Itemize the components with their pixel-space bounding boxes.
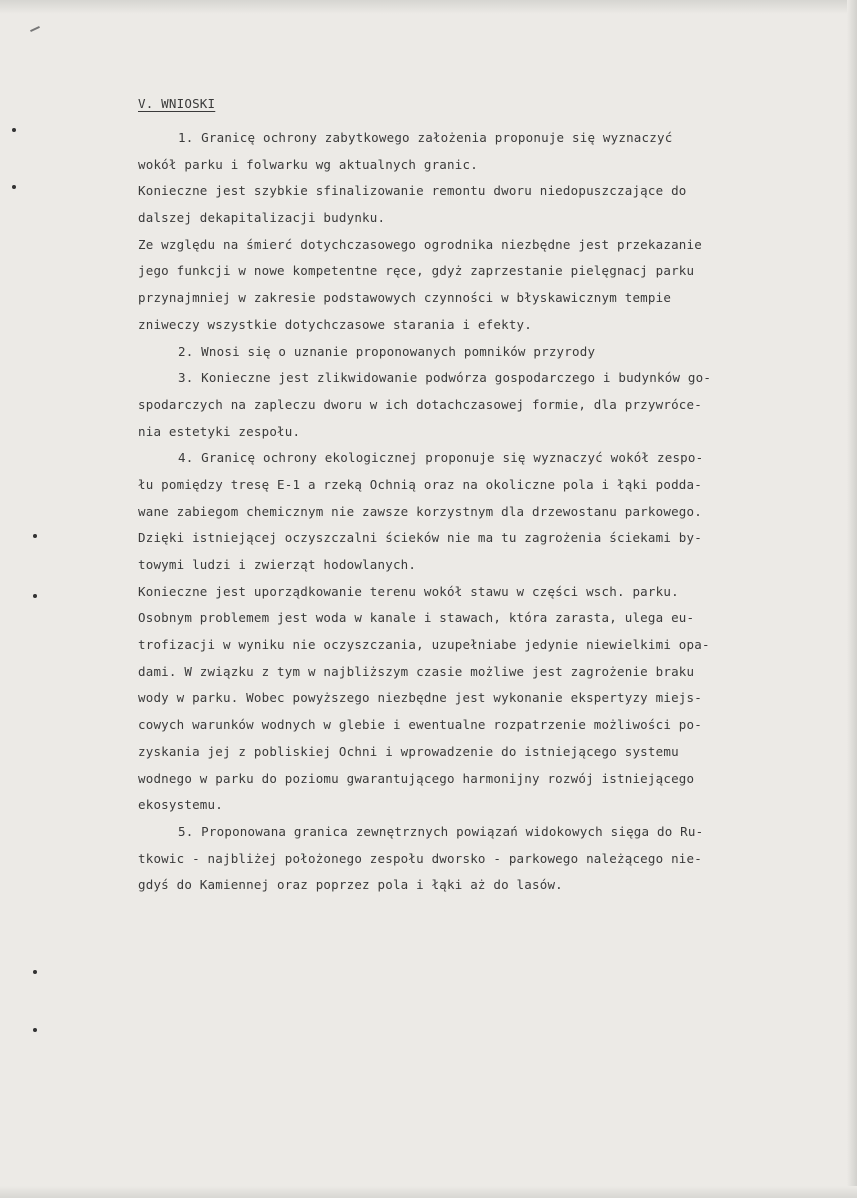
text-line: 2. Wnosi się o uznanie proponowanych pomników przyrody (178, 343, 596, 359)
text-line: Ze względu na śmierć dotychczasowego ogrodnika niezbędne jest przekazanie (138, 236, 702, 252)
document-body (138, 96, 778, 899)
text-line: trofizacji w wyniku nie oczyszczania, uzupełniabe jedynie niewielkimi opa- (138, 637, 710, 653)
page-edge-right (847, 0, 857, 1198)
text-line: Dzięki istniejącej oczyszczalni ścieków nie ma tu zagrożenia ściekami by- (138, 530, 702, 546)
punch-hole (33, 970, 37, 974)
punch-hole (12, 185, 16, 189)
text-line: dami. W związku z tym w najbliższym czasie możliwe jest zagrożenie braku (138, 663, 695, 679)
text-line: zyskania jej z pobliskiej Ochni i wprowadzenie do istniejącego systemu (138, 743, 679, 759)
text-line: przynajmniej w zakresie podstawowych czynności w błyskawicznym tempie (138, 290, 672, 306)
text-line: 5. Proponowana granica zewnętrznych powiązań widokowych sięga do Ru- (178, 823, 704, 839)
text-line: 1. Granicę ochrony zabytkowego założenia proponuje się wyznaczyć (178, 130, 673, 145)
text-line: Osobnym problemem jest woda w kanale i stawach, która zarasta, ulega eu- (138, 610, 695, 626)
text-line: towymi ludzi i zwierząt hodowlanych. (138, 557, 417, 572)
text-line: ekosystemu. (138, 797, 223, 813)
text-line: Konieczne jest szybkie sfinalizowanie remontu dworu niedopuszczające do (138, 183, 687, 199)
page-edge-bottom (0, 1186, 857, 1198)
text-line: wane zabiegom chemicznym nie zawsze korzystnym dla drzewostanu parkowego. (138, 503, 702, 519)
page-edge-top (0, 0, 857, 14)
punch-hole (33, 1028, 37, 1032)
text-line: łu pomiędzy tresę E-1 a rzeką Ochnią oraz na okoliczne pola i łąki podda- (138, 476, 702, 492)
text-line: jego funkcji w nowe kompetentne ręce, gdyż zaprzestanie pielęgnacj parku (138, 263, 695, 279)
text-line: spodarczych na zapleczu dworu w ich dotachczasowej formie, dla przywróce- (138, 396, 702, 412)
text-line: 4. Granicę ochrony ekologicznej proponuje się wyznaczyć wokół zespo- (178, 450, 704, 466)
text-line: cowych warunków wodnych w glebie i ewentualne rozpatrzenie możliwości po- (138, 717, 702, 733)
punch-hole (12, 128, 16, 132)
section-heading: V. WNIOSKI (138, 96, 216, 111)
paragraph-lines (138, 125, 778, 899)
text-line: 3. Konieczne jest zlikwidowanie podwórza gospodarczego i budynków go- (178, 370, 712, 386)
text-line: tkowic - najbliżej położonego zespołu dworsko - parkowego należącego nie- (138, 850, 702, 866)
text-line: nia estetyki zespołu. (138, 423, 301, 439)
text-line: wody w parku. Wobec powyższego niezbędne jest wykonanie ekspertyzy miejs- (138, 690, 702, 706)
corner-mark (30, 26, 40, 32)
text-line: wokół parku i folwarku wg aktualnych granic. (138, 156, 478, 172)
text-line: gdyś do Kamiennej oraz poprzez pola i łąki aż do lasów. (138, 877, 563, 893)
text-line: zniweczy wszystkie dotychczasowe starania i efekty. (138, 316, 533, 332)
punch-hole (33, 534, 37, 538)
punch-hole (33, 594, 37, 598)
text-line: Konieczne jest uporządkowanie terenu wokół stawu w części wsch. parku. (138, 583, 679, 599)
text-line: wodnego w parku do poziomu gwarantującego harmonijny rozwój istniejącego (138, 770, 695, 786)
text-line: dalszej dekapitalizacji budynku. (138, 210, 386, 226)
